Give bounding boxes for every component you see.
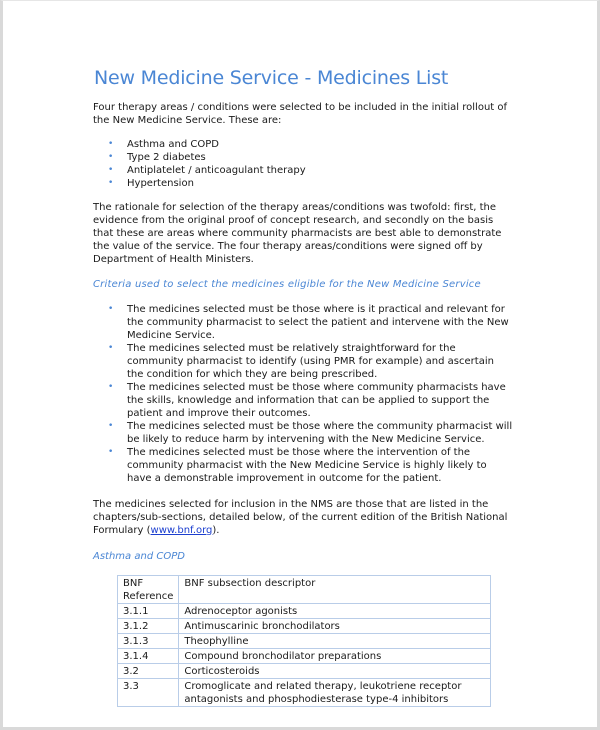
table-row (118, 604, 491, 619)
bullet-icon: • (108, 139, 114, 149)
table-cell: Antimuscarinic bronchodilators (179, 619, 491, 634)
criteria-heading: Criteria used to select the medicines eligible for the New Medicine Service (93, 279, 481, 290)
table-row (118, 619, 491, 634)
intro-paragraph: Four therapy areas / conditions were selected to be included in the initial rollout of the New Medicine Service. These are: (93, 102, 508, 126)
bnf-table (117, 575, 491, 707)
table-cell: 3.1.2 (118, 619, 179, 634)
inclusion-paragraph: The medicines selected for inclusion in the NMS are those that are listed in the chapters/sub-sections, detailed below, of the current edition of the British National Formulary (www.bnf.org). (93, 499, 508, 536)
table-cell: Cromoglicate and related therapy, leukotriene receptor antagonists and phosphodiesterase type-4 inhibitors (179, 679, 491, 707)
table-cell: 3.1.1 (118, 604, 179, 619)
list-item: • The medicines selected must be those where is it practical and relevant for the community pharmacist to select the patient and intervene with the New Medicine Service. (108, 304, 509, 341)
list-item: • The medicines selected must be relatively straightforward for the community pharmacist to identify (using PMR for example) and ascertain the condition for which they are being prescribed. (108, 343, 494, 380)
table-cell: Theophylline (179, 634, 491, 649)
table-cell: 3.1.4 (118, 649, 179, 664)
table-row (118, 634, 491, 649)
document-content (93, 65, 513, 707)
page-title: New Medicine Service - Medicines List (94, 67, 449, 89)
rationale-paragraph: The rationale for selection of the therapy areas/conditions was twofold: first, the evidence from the original proof of concept research, and secondly on the basis that these are areas where community pharmacists are best able to demonstrate the value of the service. The four therapy areas/conditions were signed off by Department of Health Ministers. (93, 202, 502, 265)
list-item: • The medicines selected must be those where the community pharmacist will be likely to reduce harm by intervening with the New Medicine Service. (108, 421, 513, 445)
bullet-icon: • (108, 382, 114, 392)
bullet-icon: • (108, 304, 114, 314)
list-item: • The medicines selected must be those where community pharmacists have the skills, knowledge and information that can be applied to support the patient and improve their outcomes. (108, 382, 506, 419)
bullet-icon: • (108, 343, 114, 353)
section-heading-asthma: Asthma and COPD (93, 551, 185, 562)
table-header-row (118, 576, 491, 604)
criteria-list (93, 303, 513, 485)
therapy-areas-list (93, 138, 513, 190)
table-cell: 3.1.3 (118, 634, 179, 649)
bullet-icon: • (108, 447, 114, 457)
table-cell: 3.3 (118, 679, 179, 707)
bnf-link[interactable]: www.bnf.org (150, 525, 213, 536)
table-row (118, 679, 491, 707)
table-cell: Adrenoceptor agonists (179, 604, 491, 619)
bullet-icon: • (108, 165, 114, 175)
list-item: • Hypertension (108, 178, 194, 189)
bullet-icon: • (108, 421, 114, 431)
column-header: BNF subsection descriptor (179, 576, 491, 604)
bullet-icon: • (108, 178, 114, 188)
column-header: BNF Reference (118, 576, 179, 604)
bullet-icon: • (108, 152, 114, 162)
table-row (118, 664, 491, 679)
table-cell: 3.2 (118, 664, 179, 679)
list-item: • Asthma and COPD (108, 139, 219, 150)
list-item: • The medicines selected must be those where the intervention of the community pharmacist with the New Medicine Service is highly likely to have a demonstrable improvement in outcome for the patient. (108, 447, 487, 484)
table-cell: Corticosteroids (179, 664, 491, 679)
table-cell: Compound bronchodilator preparations (179, 649, 491, 664)
table-row (118, 649, 491, 664)
list-item: • Antiplatelet / anticoagulant therapy (108, 165, 306, 176)
list-item: • Type 2 diabetes (108, 152, 206, 163)
